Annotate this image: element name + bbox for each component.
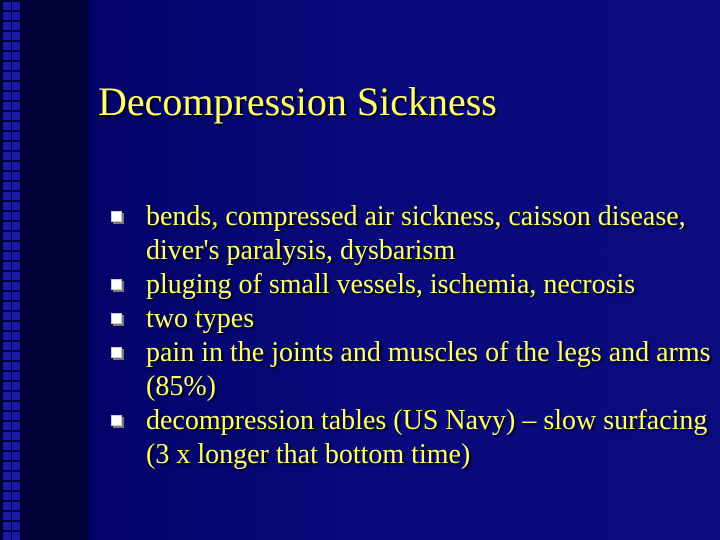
decor-square [12, 172, 20, 180]
decor-square [12, 192, 20, 200]
decor-square [3, 142, 11, 150]
decor-square [3, 52, 11, 60]
slide-title: Decompression Sickness [98, 79, 497, 124]
decor-square [3, 472, 11, 480]
decor-square [3, 482, 11, 490]
bullet-list [0, 200, 720, 472]
decor-square [12, 52, 20, 60]
decor-square [12, 2, 20, 10]
bullet-text: two types [146, 303, 255, 334]
bullet-item [0, 336, 720, 404]
decor-square [3, 182, 11, 190]
bullet-item [0, 302, 720, 336]
bullet-item [0, 268, 720, 302]
decor-square [12, 72, 20, 80]
hollow-square-bullet-icon [111, 415, 122, 426]
decor-square [3, 122, 11, 130]
decor-square [3, 172, 11, 180]
decor-square [12, 12, 20, 20]
bullet-item [0, 200, 720, 268]
decor-square [3, 12, 11, 20]
decor-square [12, 152, 20, 160]
decor-square [12, 142, 20, 150]
decor-square [12, 132, 20, 140]
hollow-square-bullet-icon [111, 347, 122, 358]
decor-square [12, 482, 20, 490]
decor-square [3, 522, 11, 530]
decor-square [3, 62, 11, 70]
decor-square [12, 92, 20, 100]
decor-square [3, 532, 11, 540]
decor-square [12, 102, 20, 110]
decor-square [3, 42, 11, 50]
decor-square [3, 192, 11, 200]
hollow-square-bullet-icon [111, 313, 122, 324]
bullet-text: pain in the joints and muscles of the legs and arms (85%) [146, 337, 711, 402]
decor-square [12, 42, 20, 50]
decor-square [3, 512, 11, 520]
decor-square [12, 62, 20, 70]
decor-square [12, 472, 20, 480]
decor-square [3, 32, 11, 40]
decor-square [12, 522, 20, 530]
decor-square [3, 102, 11, 110]
decor-square [3, 112, 11, 120]
decor-square [12, 492, 20, 500]
decor-square [3, 162, 11, 170]
decor-square [12, 32, 20, 40]
bullet-text: pluging of small vessels, ischemia, necrosis [146, 269, 636, 300]
decor-square [12, 22, 20, 30]
decor-square [12, 512, 20, 520]
decor-square [3, 492, 11, 500]
decor-square [3, 82, 11, 90]
hollow-square-bullet-icon [111, 279, 122, 290]
bullet-text: bends, compressed air sickness, caisson disease, diver's paralysis, dysbarism [146, 201, 686, 266]
decor-square [3, 2, 11, 10]
decor-square [3, 132, 11, 140]
decor-square [3, 22, 11, 30]
decor-square [12, 532, 20, 540]
decor-square [3, 92, 11, 100]
decor-square [3, 502, 11, 510]
decor-square [3, 152, 11, 160]
decor-square [12, 122, 20, 130]
decor-square [12, 162, 20, 170]
hollow-square-bullet-icon [111, 211, 122, 222]
bullet-item [0, 404, 720, 472]
decor-square [3, 72, 11, 80]
decor-square [12, 502, 20, 510]
decor-square [12, 112, 20, 120]
decor-square [12, 82, 20, 90]
decor-square [12, 182, 20, 190]
bullet-text: decompression tables (US Navy) – slow surfacing (3 x longer that bottom time) [146, 405, 708, 470]
